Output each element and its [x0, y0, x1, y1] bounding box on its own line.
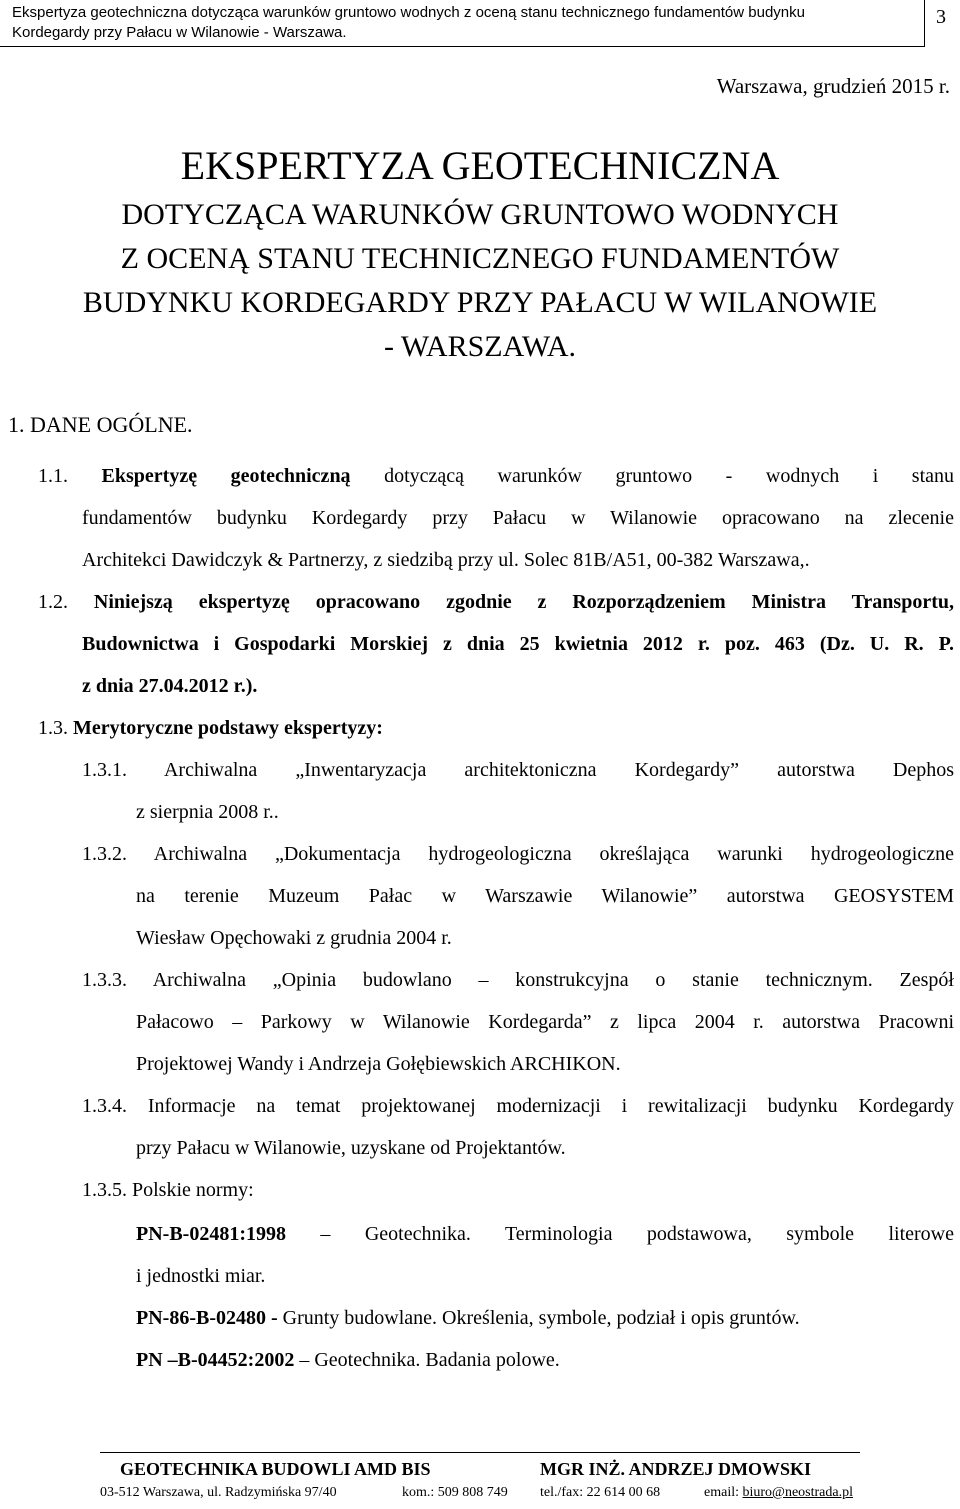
paragraph-text: dotyczącą warunków gruntowo - wodnych i stanu: [384, 465, 955, 487]
norm-code: PN-86-B-02480 -: [136, 1307, 278, 1329]
paragraph-text: Merytoryczne podstawy ekspertyzy:: [73, 717, 383, 739]
norm-item: [136, 1297, 800, 1339]
footer-address: 03-512 Warszawa, ul. Radzymińska 97/40: [100, 1485, 337, 1500]
paragraph-1-3-4-line1: [82, 1085, 954, 1127]
document-subtitle-line2: DOTYCZĄCA WARUNKÓW GRUNTOWO WODNYCH: [121, 198, 839, 231]
paragraph-text: Polskie normy:: [132, 1179, 254, 1201]
paragraph-1-1-line3: Architekci Dawidczyk & Partnerzy, z siedzibą przy ul. Solec 81B/A51, 00-382 Warszawa,.: [82, 549, 810, 571]
paragraph-number: 1.2.: [38, 591, 68, 613]
document-subtitle-line5: - WARSZAWA.: [383, 330, 577, 363]
paragraph-number: 1.3.: [38, 717, 68, 739]
paragraph-text: Archiwalna „Inwentaryzacja architektoniczna Kordegardy” autorstwa Dephos: [163, 759, 954, 781]
footer-phone: tel./fax: 22 614 00 68: [540, 1485, 661, 1500]
paragraph-1-3-2-line1: [82, 833, 954, 875]
norm-code: PN-B-02481:1998: [136, 1223, 286, 1245]
paragraph-text: Niniejszą ekspertyzę opracowano zgodnie z Rozporządzeniem Ministra Transportu,: [93, 591, 954, 613]
document-date: Warszawa, grudzień 2015 r.: [716, 74, 950, 98]
paragraph-1-3: [38, 707, 383, 749]
page-footer: [100, 1452, 860, 1509]
bold-lead: Ekspertyzę geotechniczną: [101, 465, 351, 487]
paragraph-number: 1.3.3.: [82, 969, 127, 991]
paragraph-1-3-2-line2: na terenie Muzeum Pałac w Warszawie Wilanowie” autorstwa GEOSYSTEM: [136, 885, 954, 907]
document-subtitle-line4: BUDYNKU KORDEGARDY PRZY PAŁACU W WILANOWIE: [82, 286, 878, 319]
paragraph-1-3-1-line2: z sierpnia 2008 r..: [136, 801, 279, 823]
paragraph-1-3-4-line2: przy Pałacu w Wilanowie, uzyskane od Projektantów.: [136, 1137, 566, 1159]
paragraph-1-3-3-line1: [82, 959, 954, 1001]
paragraph-1-1-line1: [38, 455, 954, 497]
document-subtitle-line3: Z OCENĄ STANU TECHNICZNEGO FUNDAMENTÓW: [120, 242, 840, 275]
paragraph-number: 1.3.4.: [82, 1095, 127, 1117]
norm-code: PN –B-04452:2002: [136, 1349, 295, 1371]
paragraph-number: 1.3.5.: [82, 1179, 127, 1201]
paragraph-text: Archiwalna „Opinia budowlano – konstrukcyjna o stanie technicznym. Zespół: [152, 969, 954, 991]
norm-description: Grunty budowlane. Określenia, symbole, podział i opis gruntów.: [282, 1307, 800, 1329]
header-title-line1: Ekspertyza geotechniczna dotycząca warunków gruntowo wodnych z oceną stanu technicznego fundamentów budynku: [12, 4, 805, 21]
norm-description: – Geotechnika. Terminologia podstawowa, symbole literowe: [320, 1223, 955, 1245]
norm-item: [136, 1339, 560, 1381]
paragraph-1-2-line2: Budownictwa i Gospodarki Morskiej z dnia 25 kwietnia 2012 r. poz. 463 (Dz. U. R. P.: [82, 633, 954, 655]
norm-description: – Geotechnika. Badania polowe.: [299, 1349, 560, 1371]
running-header: [0, 0, 925, 47]
page-number: 3: [936, 6, 946, 28]
section-heading: 1. DANE OGÓLNE.: [8, 412, 193, 437]
footer-email: [704, 1485, 853, 1501]
norm-item-line1: [136, 1213, 954, 1255]
paragraph-text: Archiwalna „Dokumentacja hydrogeologiczna określająca warunki hydrogeologiczne: [153, 843, 954, 865]
paragraph-1-3-2-line3: Wiesław Opęchowaki z grudnia 2004 r.: [136, 927, 452, 949]
paragraph-1-3-3-line2: Pałacowo – Parkowy w Wilanowie Kordegarda” z lipca 2004 r. autorstwa Pracowni: [136, 1011, 954, 1033]
paragraph-1-2-line1: [38, 581, 954, 623]
paragraph-1-3-5: [82, 1169, 254, 1211]
paragraph-text: Informacje na temat projektowanej modernizacji i rewitalizacji budynku Kordegardy: [147, 1095, 954, 1117]
footer-person: MGR INŻ. ANDRZEJ DMOWSKI: [540, 1459, 812, 1479]
paragraph-1-1-line2: fundamentów budynku Kordegardy przy Pałacu w Wilanowie opracowano na zlecenie: [82, 507, 954, 529]
paragraph-number: 1.1.: [38, 465, 68, 487]
paragraph-1-3-1-line1: [82, 749, 954, 791]
footer-email-link[interactable]: biuro@neostrada.pl: [742, 1485, 853, 1500]
paragraph-1-3-3-line3: Projektowej Wandy i Andrzeja Gołębiewskich ARCHIKON.: [136, 1053, 621, 1075]
footer-company: GEOTECHNIKA BUDOWLI AMD BIS: [120, 1459, 431, 1479]
document-title: EKSPERTYZA GEOTECHNICZNA: [180, 143, 780, 188]
header-title-line2: Kordegardy przy Pałacu w Wilanowie - Warszawa.: [12, 24, 347, 41]
paragraph-number: 1.3.2.: [82, 843, 127, 865]
paragraph-number: 1.3.1.: [82, 759, 127, 781]
footer-email-label: email:: [704, 1485, 739, 1500]
paragraph-1-2-line3: z dnia 27.04.2012 r.).: [82, 675, 258, 697]
footer-mobile: kom.: 509 808 749: [402, 1485, 508, 1500]
norm-item-line2: i jednostki miar.: [136, 1265, 266, 1287]
